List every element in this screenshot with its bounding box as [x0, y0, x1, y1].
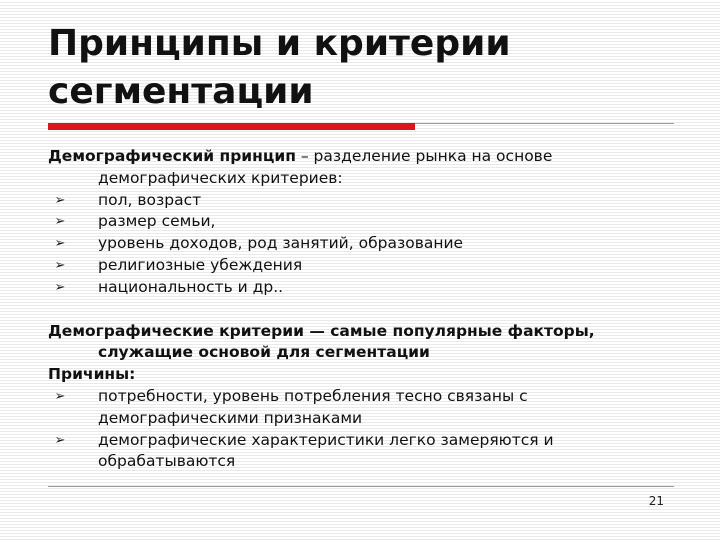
list-item	[48, 277, 688, 299]
section2-lead-line-1: Демографические критерии — самые популярные факторы,	[48, 321, 595, 340]
title-line-1: Принципы и критерии	[48, 23, 511, 64]
section2-lead-line-2: служащие основой для сегментации	[98, 343, 430, 362]
section1-lead-continuation: демографических критериев:	[98, 168, 343, 187]
slide-content	[48, 146, 688, 473]
list-item	[48, 190, 688, 212]
title-line-2: сегментации	[48, 71, 314, 112]
list-item-text: пол, возраст	[98, 190, 202, 209]
page-number: 21	[648, 494, 664, 508]
section1-lead-bold: Демографический принцип	[48, 147, 296, 165]
reasons-label: Причины:	[48, 365, 136, 384]
list-item	[48, 430, 688, 474]
slide-title	[48, 20, 688, 116]
list-item-text: потребности, уровень потребления тесно связаны с	[98, 386, 528, 405]
title-accent-bar	[48, 123, 415, 130]
section1-lead	[48, 146, 688, 190]
arrow-bullet-icon: ➢	[54, 192, 66, 208]
arrow-bullet-icon: ➢	[54, 214, 66, 230]
list-item-text: демографические характеристики легко замеряются и	[98, 430, 554, 449]
list-item-text: религиозные убеждения	[98, 255, 303, 274]
list-item-text: уровень доходов, род занятий, образование	[98, 234, 464, 253]
list-item	[48, 255, 688, 277]
arrow-bullet-icon: ➢	[54, 279, 66, 295]
arrow-bullet-icon: ➢	[54, 432, 66, 448]
list-item-text: национальность и др..	[98, 277, 284, 296]
section2-lead	[48, 321, 688, 365]
arrow-bullet-icon: ➢	[54, 257, 66, 273]
list-item-text: размер семьи,	[98, 212, 216, 231]
footer-divider-line	[48, 486, 674, 487]
arrow-bullet-icon: ➢	[54, 388, 66, 404]
arrow-bullet-icon: ➢	[54, 236, 66, 252]
list-item-text-continuation: демографическими признаками	[98, 408, 363, 427]
section1-lead-rest: – разделение рынка на основе	[295, 147, 553, 165]
list-item	[48, 233, 688, 255]
list-item	[48, 211, 688, 233]
list-item-text-continuation: обрабатываются	[98, 452, 236, 471]
list-item	[48, 386, 688, 430]
section-spacer	[48, 299, 688, 321]
